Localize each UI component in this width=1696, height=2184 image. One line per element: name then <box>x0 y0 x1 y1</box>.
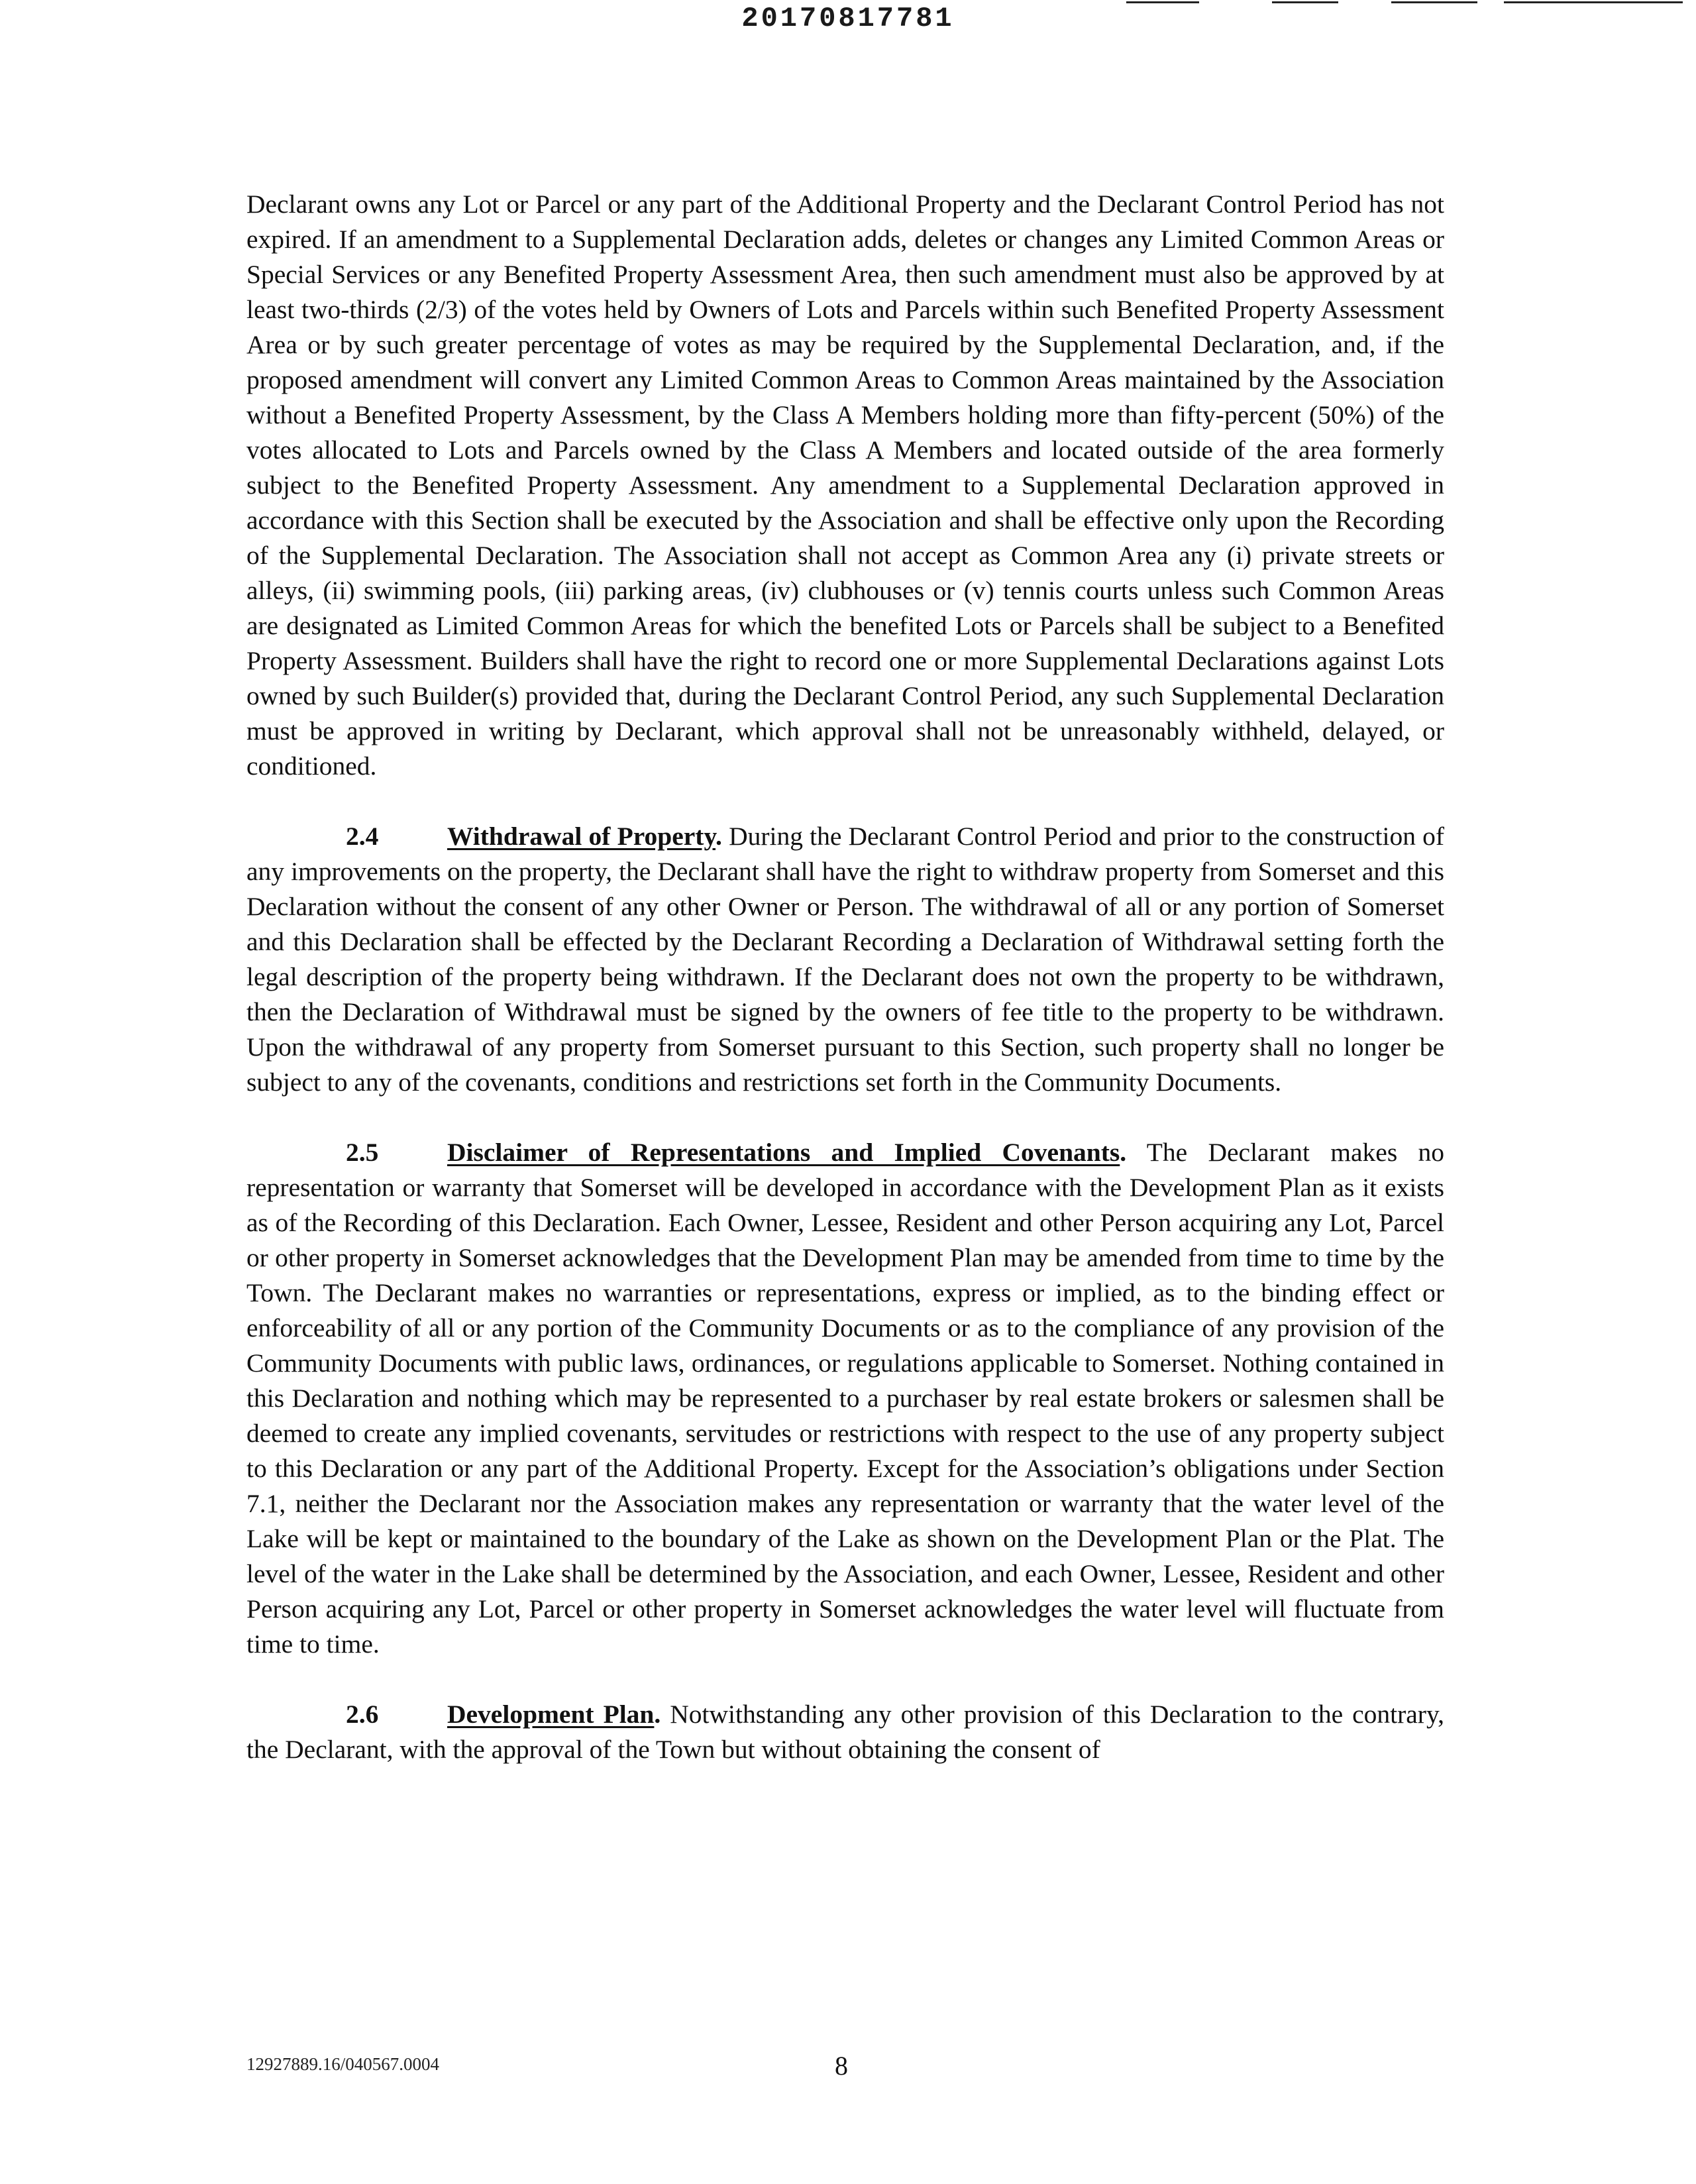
section-text: Notwithstanding any other provision of this Declaration to the contrary, the Declarant, with the approval of the Town but without obtaining the consent of <box>246 1700 1445 1764</box>
section-text: During the Declarant Control Period and prior to the construction of any improvements on the property, the Declarant shall have the right to withdraw property from Somerset and this Declaration without the consent of any other Owner or Person. The withdrawal of all or any portion of Somerset and this Declaration shall be effected by the Declarant Recording a Declaration of Withdrawal setting forth the legal description of the property being withdrawn. If the Declarant does not own the property to be withdrawn, then the Declaration of Withdrawal must be signed by the owners of fee title to the property to be withdrawn. Upon the withdrawal of any property from Somerset pursuant to this Section, such property shall no longer be subject to any of the covenants, conditions and restrictions set forth in the Community Documents. <box>246 822 1444 1097</box>
section-text: The Declarant makes no representation or warranty that Somerset will be developed in accordance with the Development Plan as it exists as of the Recording of this Declaration. Each Owner, Lessee, Resident and other Person acquiring any Lot, Parcel or other property in Somerset acknowledges that the Development Plan may be amended from time to time by the Town. The Declarant makes no warranties or representations, express or implied, as to the binding effect or enforceability of all or any portion of the Community Documents or as to the compliance of any provision of the Community Documents with public laws, ordinances, or regulations applicable to Somerset. Nothing contained in this Declaration and nothing which may be represented to a purchaser by real estate brokers or salesmen shall be deemed to create any implied covenants, servitudes or restrictions with respect to the use of any property subject to this Declaration or any part of the Additional Property. Except for the Association’s obligations under Section 7.1, neither the Declarant nor the Association makes any representation or warranty that the water level of the Lake will be kept or maintained to the boundary of the Lake as shown on the Development Plan or the Plat. The level of the water in the Lake shall be determined by the Association, and each Owner, Lessee, Resident and other Person acquiring any Lot, Parcel or other property in Somerset acknowledges the water level will fluctuate from time to time. <box>246 1138 1444 1659</box>
section-number: 2.4 <box>346 822 379 851</box>
section-2-4: 2.4 Withdrawal of Property. During the Declarant Control Period and prior to the construction of any improvements on the property, the Declarant shall have the right to withdraw property from Somerset and this Declaration without the consent of any other Owner or Person. The withdrawal of all or any portion of Somerset and this Declaration shall be effected by the Declarant Recording a Declaration of Withdrawal setting forth the legal description of the property being withdrawn. If the Declarant does not own the property to be withdrawn, then the Declaration of Withdrawal must be signed by the owners of fee title to the property to be withdrawn. Upon the withdrawal of any property from Somerset pursuant to this Section, such property shall no longer be subject to any of the covenants, conditions and restrictions set forth in the Community Documents. <box>246 819 1444 1100</box>
recording-number: 20170817781 <box>741 3 955 34</box>
scan-mark <box>1504 1 1683 3</box>
section-title: Withdrawal of Property <box>447 822 716 851</box>
paragraph-continuation: Declarant owns any Lot or Parcel or any part of the Additional Property and the Declarant Control Period has not expired. If an amendment to a Supplemental Declaration adds, deletes or changes any Limited Common Areas or Special Services or any Benefited Property Assessment Area, then such amendment must also be approved by at least two-thirds (2/3) of the votes held by Owners of Lots and Parcels within such Benefited Property Assessment Area or by such greater percentage of votes as may be required by the Supplemental Declaration, and, if the proposed amendment will convert any Limited Common Areas to Common Areas maintained by the Association without a Benefited Property Assessment, by the Class A Members holding more than fifty-percent (50%) of the votes allocated to Lots and Parcels owned by the Class A Members and located outside of the area formerly subject to the Benefited Property Assessment. Any amendment to a Supplemental Declaration approved in accordance with this Section shall be executed by the Association and shall be effective only upon the Recording of the Supplemental Declaration. The Association shall not accept as Common Area any (i) private streets or alleys, (ii) swimming pools, (iii) parking areas, (iv) clubhouses or (v) tennis courts unless such Common Areas are designated as Limited Common Areas for which the benefited Lots or Parcels shall be subject to a Benefited Property Assessment. Builders shall have the right to record one or more Supplemental Declarations against Lots owned by such Builder(s) provided that, during the Declarant Control Period, any such Supplemental Declaration must be approved in writing by Declarant, which approval shall not be unreasonably withheld, delayed, or conditioned. <box>246 190 1444 781</box>
section-number: 2.6 <box>346 1700 379 1729</box>
scan-mark <box>1272 1 1338 3</box>
section-title: Development Plan <box>447 1700 655 1729</box>
scan-mark <box>1391 1 1477 3</box>
document-body <box>246 187 1444 1802</box>
scan-mark <box>1126 1 1199 3</box>
section-2-5: 2.5 Disclaimer of Representations and Implied Covenants. The Declarant makes no representation or warranty that Somerset will be developed in accordance with the Development Plan as it exists as of the Recording of this Declaration. Each Owner, Lessee, Resident and other Person acquiring any Lot, Parcel or other property in Somerset acknowledges that the Development Plan may be amended from time to time by the Town. The Declarant makes no warranties or representations, express or implied, as to the binding effect or enforceability of all or any portion of the Community Documents or as to the compliance of any provision of the Community Documents with public laws, ordinances, or regulations applicable to Somerset. Nothing contained in this Declaration and nothing which may be represented to a purchaser by real estate brokers or salesmen shall be deemed to create any implied covenants, servitudes or restrictions with respect to the use of any property subject to this Declaration or any part of the Additional Property. Except for the Association’s obligations under Section 7.1, neither the Declarant nor the Association makes any representation or warranty that the water level of the Lake will be kept or maintained to the boundary of the Lake as shown on the Development Plan or the Plat. The level of the water in the Lake shall be determined by the Association, and each Owner, Lessee, Resident and other Person acquiring any Lot, Parcel or other property in Somerset acknowledges the water level will fluctuate from time to time. <box>246 1135 1444 1662</box>
section-2-6: 2.6 Development Plan. Notwithstanding any other provision of this Declaration to the contrary, the Declarant, with the approval of the Town but without obtaining the consent of <box>246 1697 1444 1767</box>
footer-document-number: 12927889.16/040567.0004 <box>246 2054 440 2074</box>
page-number: 8 <box>835 2051 848 2081</box>
section-title: Disclaimer of Representations and Implied Covenants <box>447 1138 1120 1167</box>
section-number: 2.5 <box>346 1138 379 1167</box>
